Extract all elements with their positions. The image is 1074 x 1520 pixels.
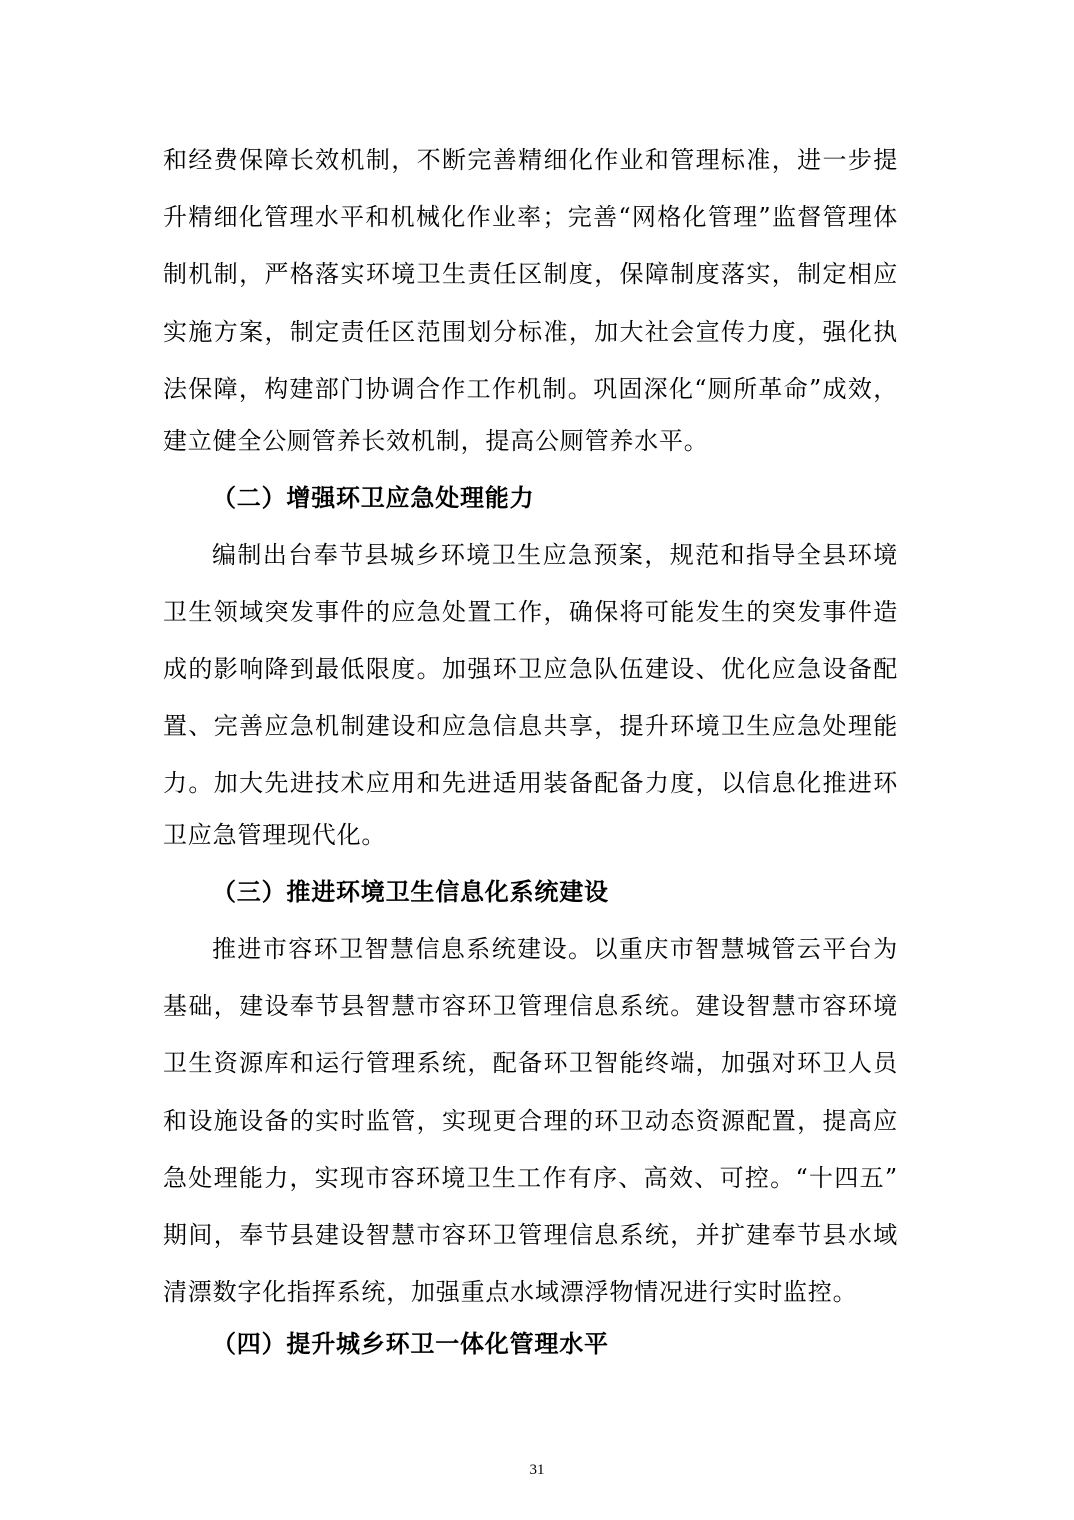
body-text-line: 升精细化管理水平和机械化作业率；完善“网格化管理”监督管理体 xyxy=(163,203,898,231)
body-text-line: 置、完善应急机制建设和应急信息共享，提升环境卫生应急处理能 xyxy=(163,712,898,740)
body-text-line: 制机制，严格落实环境卫生责任区制度，保障制度落实，制定相应 xyxy=(163,260,898,288)
body-text-line: 卫应急管理现代化。 xyxy=(163,821,387,849)
body-text-line: 建立健全公厕管养长效机制，提高公厕管养水平。 xyxy=(163,427,709,455)
body-text-line: 实施方案，制定责任区范围划分标准，加大社会宣传力度，强化执 xyxy=(163,318,898,346)
body-text-line: 卫生资源库和运行管理系统，配备环卫智能终端，加强对环卫人员 xyxy=(163,1049,898,1077)
body-text-line: 基础，建设奉节县智慧市容环卫管理信息系统。建设智慧市容环境 xyxy=(163,992,898,1020)
body-text-line: 清漂数字化指挥系统，加强重点水域漂浮物情况进行实时监控。 xyxy=(163,1278,858,1306)
body-text-line: 和设施设备的实时监管，实现更合理的环卫动态资源配置，提高应 xyxy=(163,1107,898,1135)
section-heading: （四）提升城乡环卫一体化管理水平 xyxy=(212,1329,609,1358)
body-text-line: 和经费保障长效机制，不断完善精细化作业和管理标准，进一步提 xyxy=(163,146,898,174)
body-text-line: 期间，奉节县建设智慧市容环卫管理信息系统，并扩建奉节县水域 xyxy=(163,1221,898,1249)
body-text-line: 卫生领域突发事件的应急处置工作，确保将可能发生的突发事件造 xyxy=(163,598,898,626)
body-text-line: 法保障，构建部门协调合作工作机制。巩固深化“厕所革命”成效， xyxy=(163,375,898,403)
body-text-line: 急处理能力，实现市容环境卫生工作有序、高效、可控。“十四五” xyxy=(163,1164,898,1192)
section-heading: （二）增强环卫应急处理能力 xyxy=(212,483,535,512)
body-text-line: 编制出台奉节县城乡环境卫生应急预案，规范和指导全县环境 xyxy=(212,541,898,569)
page-number: 31 xyxy=(529,1462,545,1478)
body-text-line: 推进市容环卫智慧信息系统建设。以重庆市智慧城管云平台为 xyxy=(212,935,898,963)
body-text-line: 力。加大先进技术应用和先进适用装备配备力度，以信息化推进环 xyxy=(163,769,898,797)
body-text-line: 成的影响降到最低限度。加强环卫应急队伍建设、优化应急设备配 xyxy=(163,655,898,683)
section-heading: （三）推进环境卫生信息化系统建设 xyxy=(212,877,609,906)
